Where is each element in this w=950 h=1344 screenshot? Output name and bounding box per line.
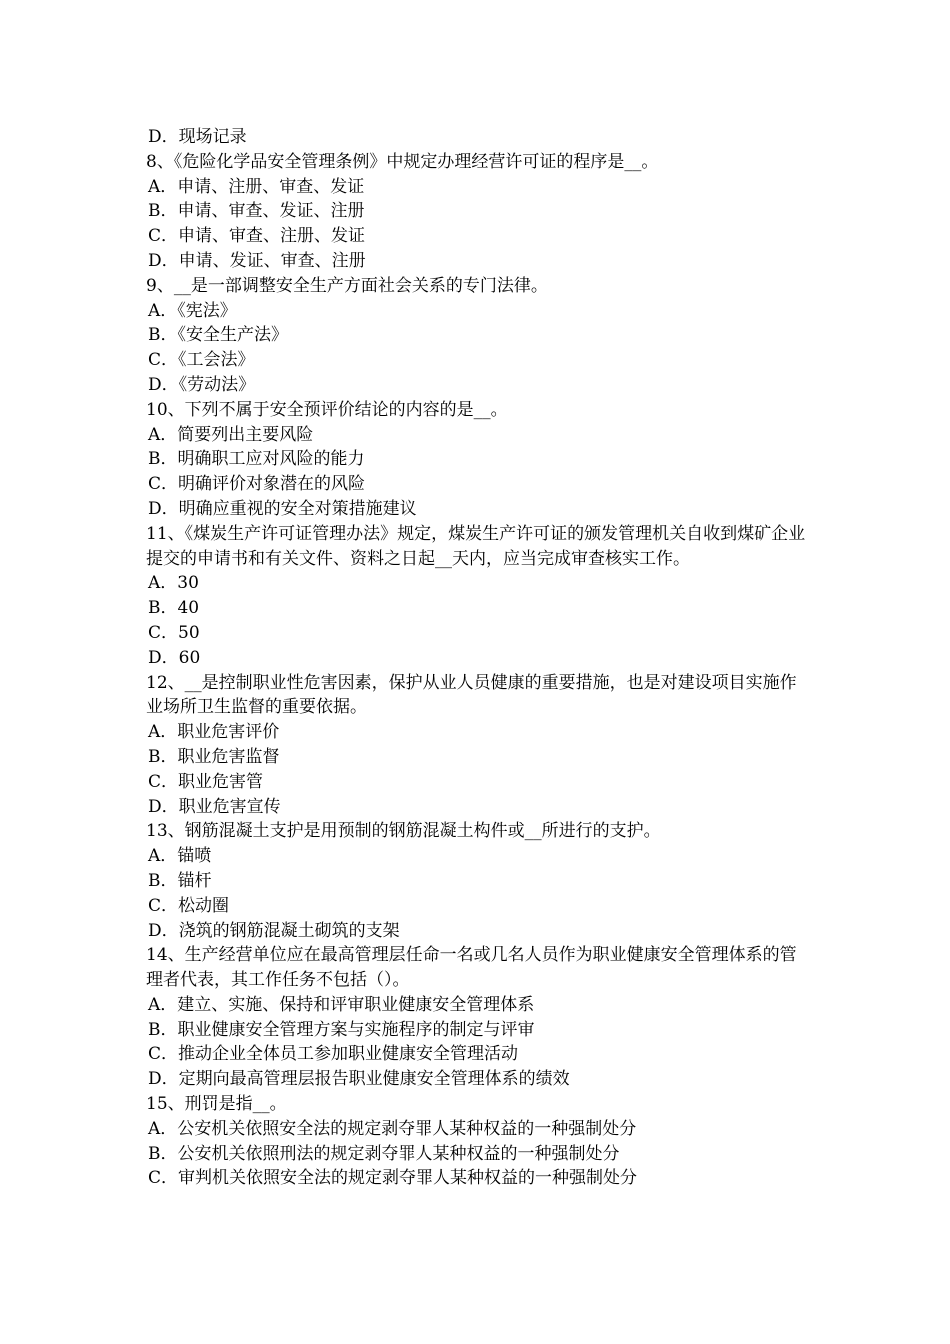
answer-option: A．锚喷 — [148, 846, 212, 867]
answer-option: B．锚杆 — [148, 870, 212, 891]
answer-option: D．《劳动法》 — [148, 374, 256, 395]
answer-option: B．明确职工应对风险的能力 — [148, 449, 365, 470]
answer-option: D．职业危害宣传 — [148, 796, 281, 817]
question-text: 8、《危险化学品安全管理条例》中规定办理经营许可证的程序是__。 — [146, 151, 659, 172]
answer-option: A．申请、注册、审查、发证 — [148, 176, 365, 197]
answer-option: A．简要列出主要风险 — [148, 424, 314, 445]
answer-option: D．浇筑的钢筋混凝土砌筑的支架 — [148, 920, 400, 941]
answer-option: D．现场记录 — [148, 127, 247, 147]
question-text: 13、钢筋混凝土支护是用预制的钢筋混凝土构件或__所进行的支护。 — [146, 821, 661, 842]
answer-option: A．30 — [148, 573, 199, 594]
answer-option: C．明确评价对象潜在的风险 — [148, 474, 366, 495]
answer-option: B．《安全生产法》 — [148, 325, 288, 346]
answer-option: D．定期向最高管理层报告职业健康安全管理体系的绩效 — [148, 1069, 570, 1090]
answer-option: A．公安机关依照安全法的规定剥夺罪人某种权益的一种强制处分 — [148, 1118, 637, 1139]
answer-option: D．60 — [148, 647, 201, 668]
answer-option: B．公安机关依照刑法的规定剥夺罪人某种权益的一种强制处分 — [148, 1143, 620, 1164]
answer-option: B．申请、审查、发证、注册 — [148, 201, 365, 222]
answer-option: A．《宪法》 — [148, 300, 237, 321]
answer-option: D．申请、发证、审查、注册 — [148, 250, 366, 271]
answer-option: B．40 — [148, 598, 200, 619]
answer-option: C．推动企业全体员工参加职业健康安全管理活动 — [148, 1044, 519, 1065]
question-text: 15、刑罚是指__。 — [146, 1094, 287, 1115]
question-text: 9、__是一部调整安全生产方面社会关系的专门法律。 — [146, 275, 548, 296]
answer-option: C．审判机关依照安全法的规定剥夺罪人某种权益的一种强制处分 — [148, 1168, 638, 1189]
answer-option: C．50 — [148, 622, 200, 643]
answer-option: C．职业危害管 — [148, 771, 264, 792]
answer-option: B．职业健康安全管理方案与实施程序的制定与评审 — [148, 1019, 535, 1040]
answer-option: C．《工会法》 — [148, 350, 255, 371]
answer-option: D．明确应重视的安全对策措施建议 — [148, 498, 417, 519]
question-text: 12、__是控制职业性危害因素，保护从业人员健康的重要措施，也是对建设项目实施作业场所卫生监督的重要依据。 — [146, 672, 797, 718]
answer-option: C．松动圈 — [148, 895, 230, 916]
answer-option: B．职业危害监督 — [148, 746, 280, 767]
question-text: 11、《煤炭生产许可证管理办法》规定，煤炭生产许可证的颁发管理机关自收到煤矿企业提交的申请书和有关文件、资料之日起__天内，应当完成审查核实工作。 — [146, 523, 806, 569]
answer-option: A．建立、实施、保持和评审职业健康安全管理体系 — [148, 994, 535, 1015]
document-body — [146, 125, 810, 1191]
answer-option: A．职业危害评价 — [148, 722, 280, 743]
answer-option: C．申请、审查、注册、发证 — [148, 226, 366, 247]
question-text: 14、生产经营单位应在最高管理层任命一名或几名人员作为职业健康安全管理体系的管理者代表，其工作任务不包括（）。 — [146, 945, 797, 991]
question-text: 10、下列不属于安全预评价结论的内容的是__。 — [146, 399, 508, 420]
